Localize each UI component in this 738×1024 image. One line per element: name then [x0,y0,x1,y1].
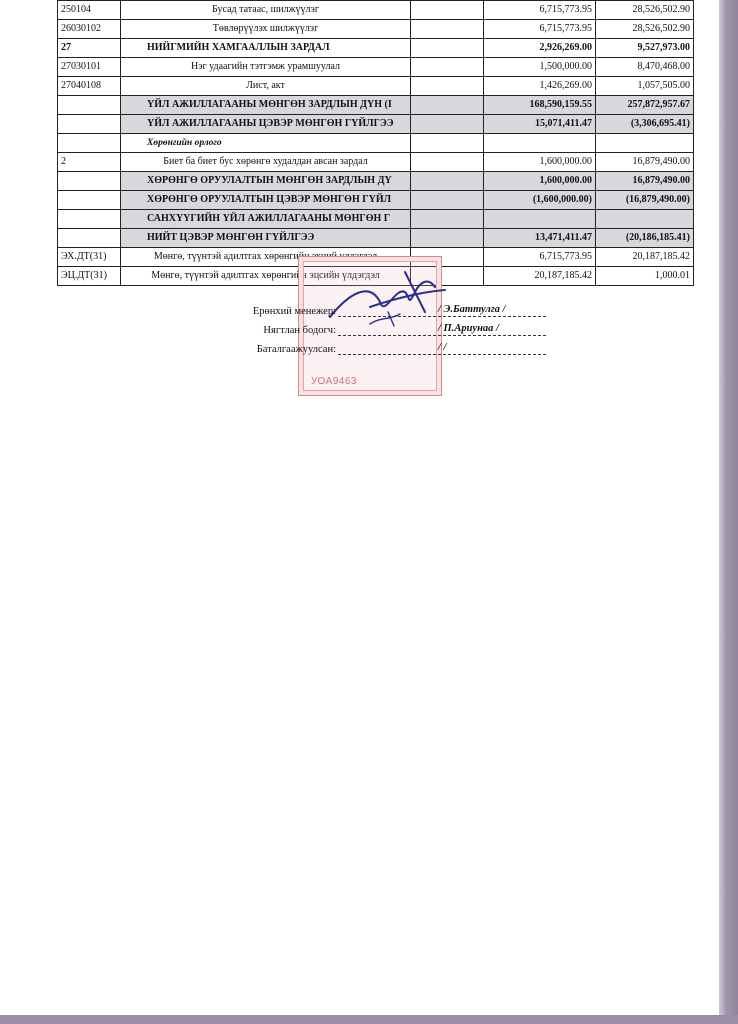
row-note [411,153,484,172]
row-previous-value: 20,187,185.42 [596,248,694,267]
table-row [58,134,694,153]
row-previous-value: 28,526,502.90 [596,1,694,20]
row-current-value: 1,600,000.00 [484,153,596,172]
row-current-value: 15,071,411.47 [484,115,596,134]
row-current-value [484,210,596,229]
row-name: Лист, акт [121,77,411,96]
row-name: ҮЙЛ АЖИЛЛАГААНЫ МӨНГӨН ЗАРДЛЫН ДҮН (I [121,96,411,115]
row-previous-value: 8,470,468.00 [596,58,694,77]
signature-line [338,316,546,317]
row-code [58,115,121,134]
row-current-value: 1,600,000.00 [484,172,596,191]
row-previous-value: (16,879,490.00) [596,191,694,210]
row-note [411,134,484,153]
signature-row-manager [226,306,556,325]
table-row [58,39,694,58]
row-current-value: (1,600,000.00) [484,191,596,210]
row-previous-value: 1,000.01 [596,267,694,286]
stamp-code: УОА9463 [311,376,357,387]
row-code: ЭХ.ДТ(31) [58,248,121,267]
row-current-value [484,134,596,153]
row-note [411,77,484,96]
table-row [58,210,694,229]
row-name: ХӨРӨНГӨ ОРУУЛАЛТЫН ЦЭВЭР МӨНГӨН ГҮЙЛ [121,191,411,210]
row-name: Мөнгө, түүнтэй адилтгах хөрөнгийн эцсийн үлдэгдэл [121,267,411,286]
row-name: ҮЙЛ АЖИЛЛАГААНЫ ЦЭВЭР МӨНГӨН ГҮЙЛГЭЭ [121,115,411,134]
signature-block [226,306,556,363]
row-code [58,134,121,153]
signature-row-accountant [226,325,556,344]
signature-name: / / [438,342,447,353]
row-code [58,210,121,229]
row-name: Хөрөнгийн орлого [121,134,411,153]
signature-name: / Э.Баттулга / [438,304,506,315]
row-code: 2 [58,153,121,172]
table-row [58,153,694,172]
row-previous-value [596,210,694,229]
row-current-value: 2,926,269.00 [484,39,596,58]
scan-edge-bottom [0,1015,738,1024]
row-previous-value: (3,306,695.41) [596,115,694,134]
signature-line [338,354,546,355]
scan-edge-right [719,0,738,1024]
row-name: НИЙТ ЦЭВЭР МӨНГӨН ГҮЙЛГЭЭ [121,229,411,248]
table-row [58,20,694,39]
row-previous-value: (20,186,185.41) [596,229,694,248]
row-note [411,229,484,248]
row-name: Биет ба биет бус хөрөнгө худалдан авсан зардал [121,153,411,172]
row-note [411,20,484,39]
row-previous-value: 9,527,973.00 [596,39,694,58]
row-code: 27 [58,39,121,58]
row-note [411,96,484,115]
row-current-value: 1,500,000.00 [484,58,596,77]
row-code: 27040108 [58,77,121,96]
row-current-value: 6,715,773.95 [484,1,596,20]
signature-name: / П.Ариунаа / [438,323,499,334]
row-note [411,172,484,191]
row-note [411,115,484,134]
signature-row-verified [226,344,556,363]
signature-label: Нягтлан бодогч: [263,325,336,336]
row-name: САНХҮҮГИЙН ҮЙЛ АЖИЛЛАГААНЫ МӨНГӨН Г [121,210,411,229]
row-code [58,172,121,191]
row-name: Мөнгө, түүнтэй адилтгах хөрөнгийн эхний үлдэгдэл [121,248,411,267]
table-row [58,77,694,96]
row-code: 250104 [58,1,121,20]
row-name: НИЙГМИЙН ХАМГААЛЛЫН ЗАРДАЛ [121,39,411,58]
table-row [58,58,694,77]
row-note [411,39,484,58]
table-row [58,172,694,191]
row-previous-value: 257,872,957.67 [596,96,694,115]
table-row [58,115,694,134]
table-row [58,96,694,115]
row-code: 27030101 [58,58,121,77]
row-previous-value [596,134,694,153]
row-note [411,210,484,229]
row-code: ЭЦ.ДТ(31) [58,267,121,286]
row-code: 26030102 [58,20,121,39]
row-current-value: 6,715,773.95 [484,20,596,39]
row-note [411,1,484,20]
table-row [58,1,694,20]
row-name: Нэг удаагийн тэтгэмж урамшуулал [121,58,411,77]
row-code [58,191,121,210]
signature-label: Баталгаажуулсан: [256,344,336,355]
row-previous-value: 16,879,490.00 [596,153,694,172]
table-row [58,229,694,248]
row-note [411,58,484,77]
row-code [58,229,121,248]
signature-line [338,335,546,336]
row-previous-value: 16,879,490.00 [596,172,694,191]
row-previous-value: 1,057,505.00 [596,77,694,96]
row-current-value: 13,471,411.47 [484,229,596,248]
table-row [58,191,694,210]
row-code [58,96,121,115]
row-current-value: 168,590,159.55 [484,96,596,115]
row-note [411,191,484,210]
row-current-value: 6,715,773.95 [484,248,596,267]
row-current-value: 20,187,185.42 [484,267,596,286]
row-previous-value: 28,526,502.90 [596,20,694,39]
row-name: Бусад татаас, шилжүүлэг [121,1,411,20]
row-name: Төвлөрүүлэх шилжүүлэг [121,20,411,39]
signature-label: Ерөнхий менежер: [252,306,336,317]
row-current-value: 1,426,269.00 [484,77,596,96]
row-name: ХӨРӨНГӨ ОРУУЛАЛТЫН МӨНГӨН ЗАРДЛЫН ДҮ [121,172,411,191]
cash-flow-table [57,0,694,286]
